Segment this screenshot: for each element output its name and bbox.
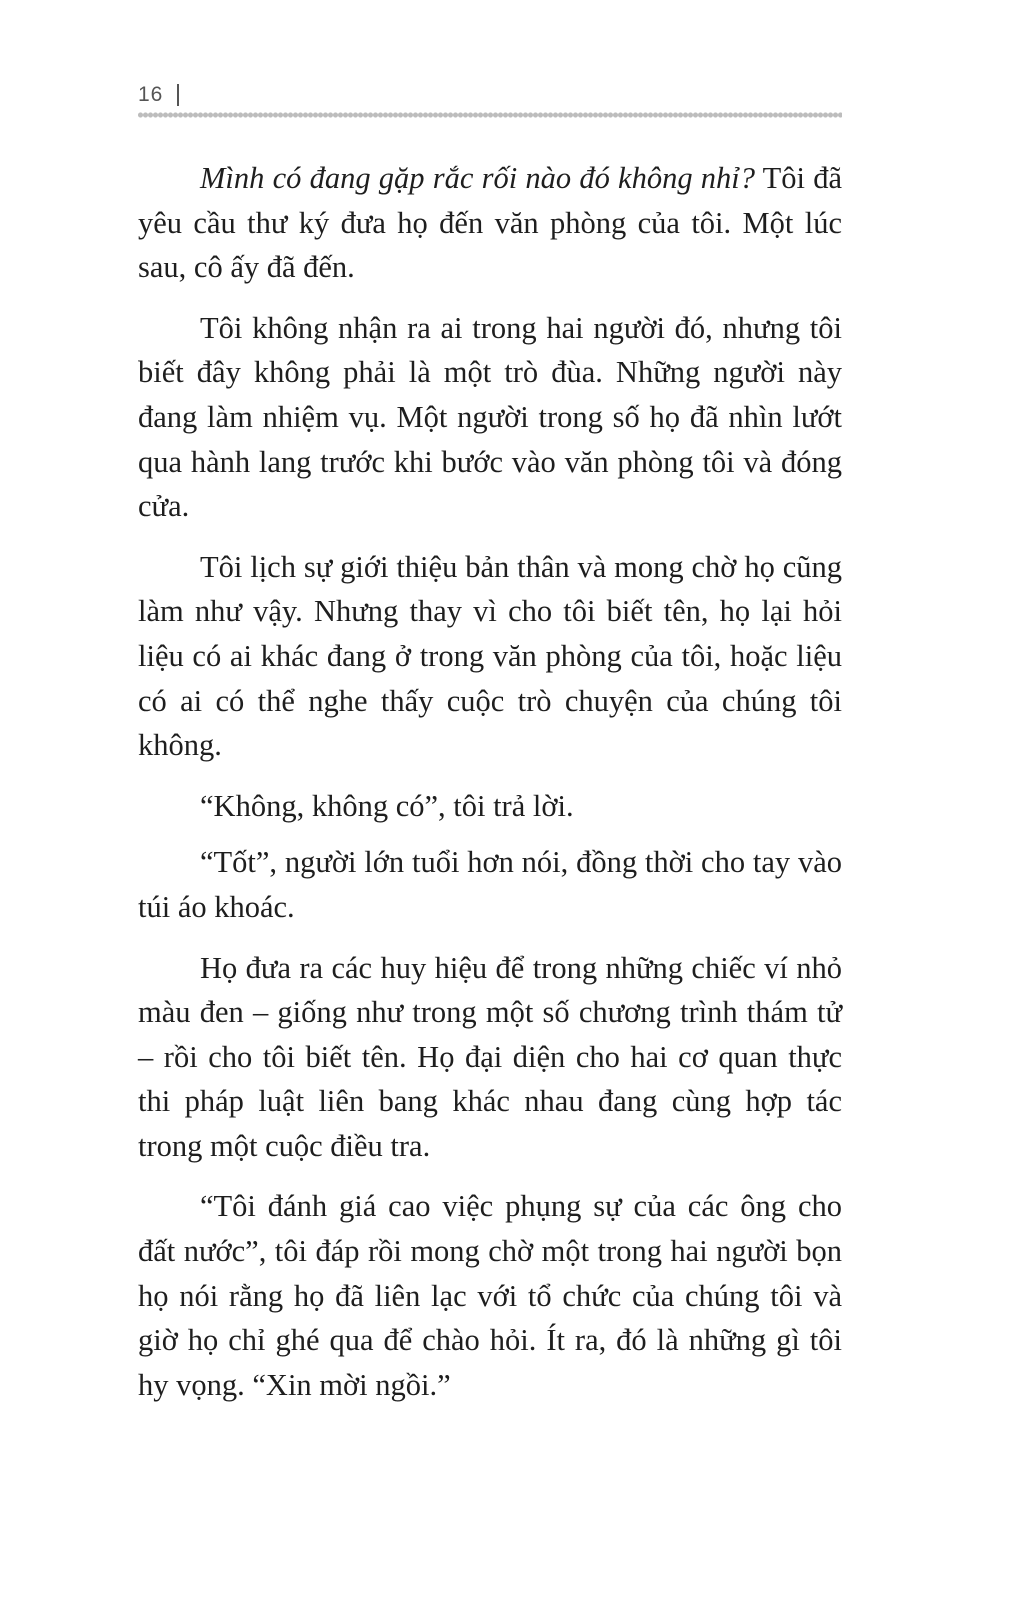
paragraph: “Tôi đánh giá cao việc phụng sự của các ông cho đất nước”, tôi đáp rồi mong chờ một trong hai người bọn họ nói rằng họ đã liên lạc với tổ chức của chúng tôi và giờ họ chỉ ghé qua để chào hỏi. Ít ra, đó là những gì tôi hy vọng. “Xin mời ngồi.” xyxy=(138,1189,842,1402)
paragraph: Tôi không nhận ra ai trong hai người đó, nhưng tôi biết đây không phải là một trò đùa. Những người này đang làm nhiệm vụ. Một người trong số họ đã nhìn lướt qua hành lang trước khi bước vào văn phòng tôi và đóng cửa. xyxy=(138,310,842,524)
dotted-divider xyxy=(138,111,842,119)
italic-thought: Mình có đang gặp rắc rối nào đó không nhỉ? xyxy=(200,161,755,195)
page-number: 16 xyxy=(138,83,164,106)
paragraph xyxy=(138,156,842,290)
paragraph: “Tốt”, người lớn tuổi hơn nói, đồng thời cho tay vào túi áo khoác. xyxy=(138,845,842,924)
body-text xyxy=(138,156,842,1423)
paragraph-text: Tôi đã yêu cầu thư ký đưa họ đến văn phòng của tôi. Một lúc sau, cô ấy đã đến. xyxy=(138,161,842,285)
paragraph: “Không, không có”, tôi trả lời. xyxy=(200,788,574,823)
header-separator xyxy=(177,84,179,106)
paragraph: Họ đưa ra các huy hiệu để trong những chiếc ví nhỏ màu đen – giống như trong một số chương trình thám tử – rồi cho tôi biết tên. Họ đại diện cho hai cơ quan thực thi pháp luật liên bang khác nhau đang cùng hợp tác trong một cuộc điều tra. xyxy=(138,950,842,1163)
paragraph: Tôi lịch sự giới thiệu bản thân và mong chờ họ cũng làm như vậy. Nhưng thay vì cho tôi biết tên, họ lại hỏi liệu có ai khác đang ở trong văn phòng của tôi, hoặc liệu có ai có thể nghe thấy cuộc trò chuyện của chúng tôi không. xyxy=(138,549,842,763)
page-header xyxy=(138,80,179,110)
